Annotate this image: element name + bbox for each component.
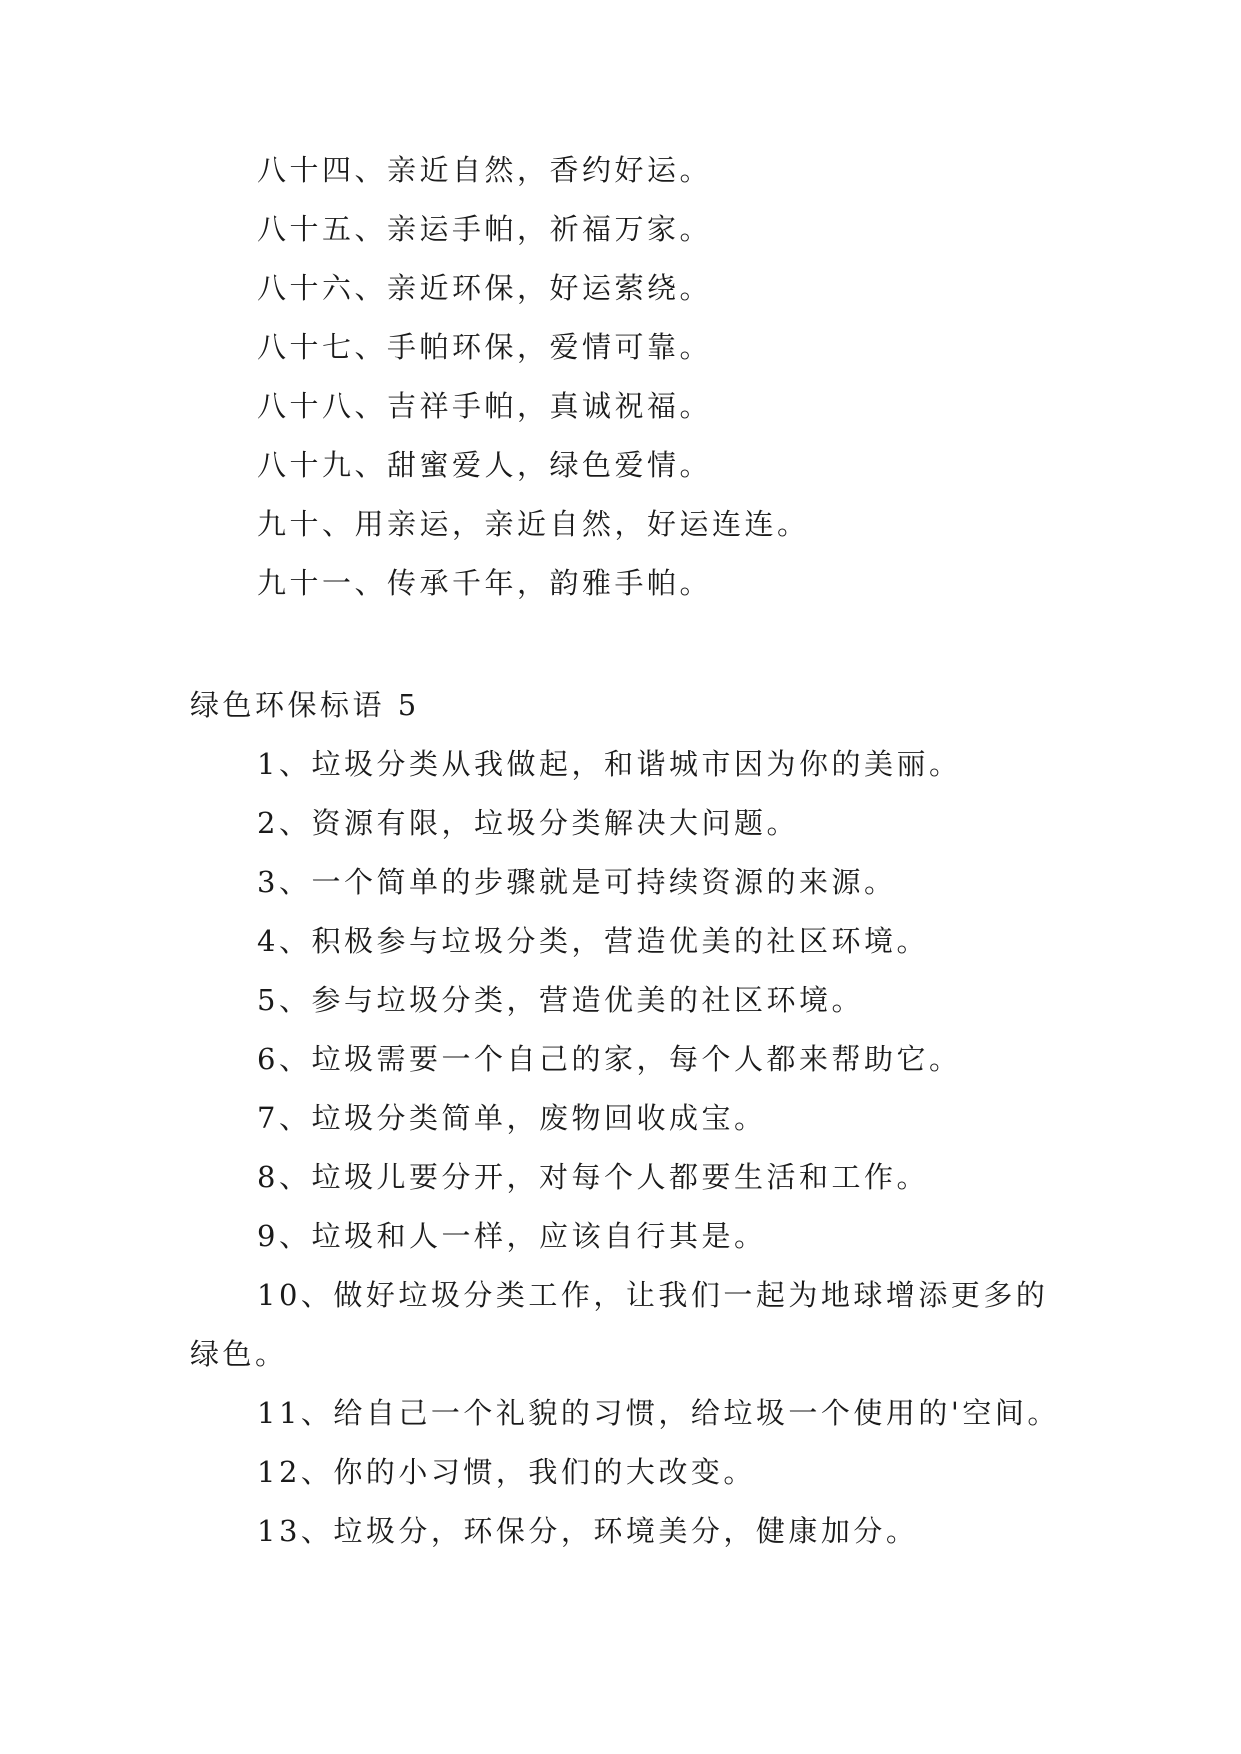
list-item: 八十四、亲近自然，香约好运。 xyxy=(257,153,713,187)
list-item: 4、积极参与垃圾分类，营造优美的社区环境。 xyxy=(257,924,929,958)
list-item: 八十九、甜蜜爱人，绿色爱情。 xyxy=(257,448,713,482)
list-item: 八十六、亲近环保，好运萦绕。 xyxy=(257,271,713,305)
list-item: 10、做好垃圾分类工作，让我们一起为地球增添更多的 xyxy=(257,1278,1049,1312)
list-item: 12、你的小习惯，我们的大改变。 xyxy=(257,1455,756,1489)
list-item: 6、垃圾需要一个自己的家，每个人都来帮助它。 xyxy=(257,1042,962,1076)
list-item: 5、参与垃圾分类，营造优美的社区环境。 xyxy=(257,983,864,1017)
list-item: 八十八、吉祥手帕，真诚祝福。 xyxy=(257,389,713,423)
list-item: 9、垃圾和人一样，应该自行其是。 xyxy=(257,1219,767,1253)
list-item: 11、给自己一个礼貌的习惯，给垃圾一个使用的'空间。 xyxy=(257,1396,1060,1430)
list-item: 1、垃圾分类从我做起，和谐城市因为你的美丽。 xyxy=(257,747,962,781)
list-item: 八十五、亲运手帕，祈福万家。 xyxy=(257,212,713,246)
list-item: 8、垃圾儿要分开，对每个人都要生活和工作。 xyxy=(257,1160,929,1194)
section-heading: 绿色环保标语 5 xyxy=(190,688,420,722)
list-item: 九十一、传承千年，韵雅手帕。 xyxy=(257,566,713,600)
list-item-continuation: 绿色。 xyxy=(190,1337,288,1371)
list-item: 13、垃圾分，环保分，环境美分，健康加分。 xyxy=(257,1514,919,1548)
list-item: 2、资源有限，垃圾分类解决大问题。 xyxy=(257,806,799,840)
list-item: 九十、用亲运，亲近自然，好运连连。 xyxy=(257,507,810,541)
list-item: 3、一个简单的步骤就是可持续资源的来源。 xyxy=(257,865,897,899)
list-item: 八十七、手帕环保，爱情可靠。 xyxy=(257,330,713,364)
list-item: 7、垃圾分类简单，废物回收成宝。 xyxy=(257,1101,767,1135)
